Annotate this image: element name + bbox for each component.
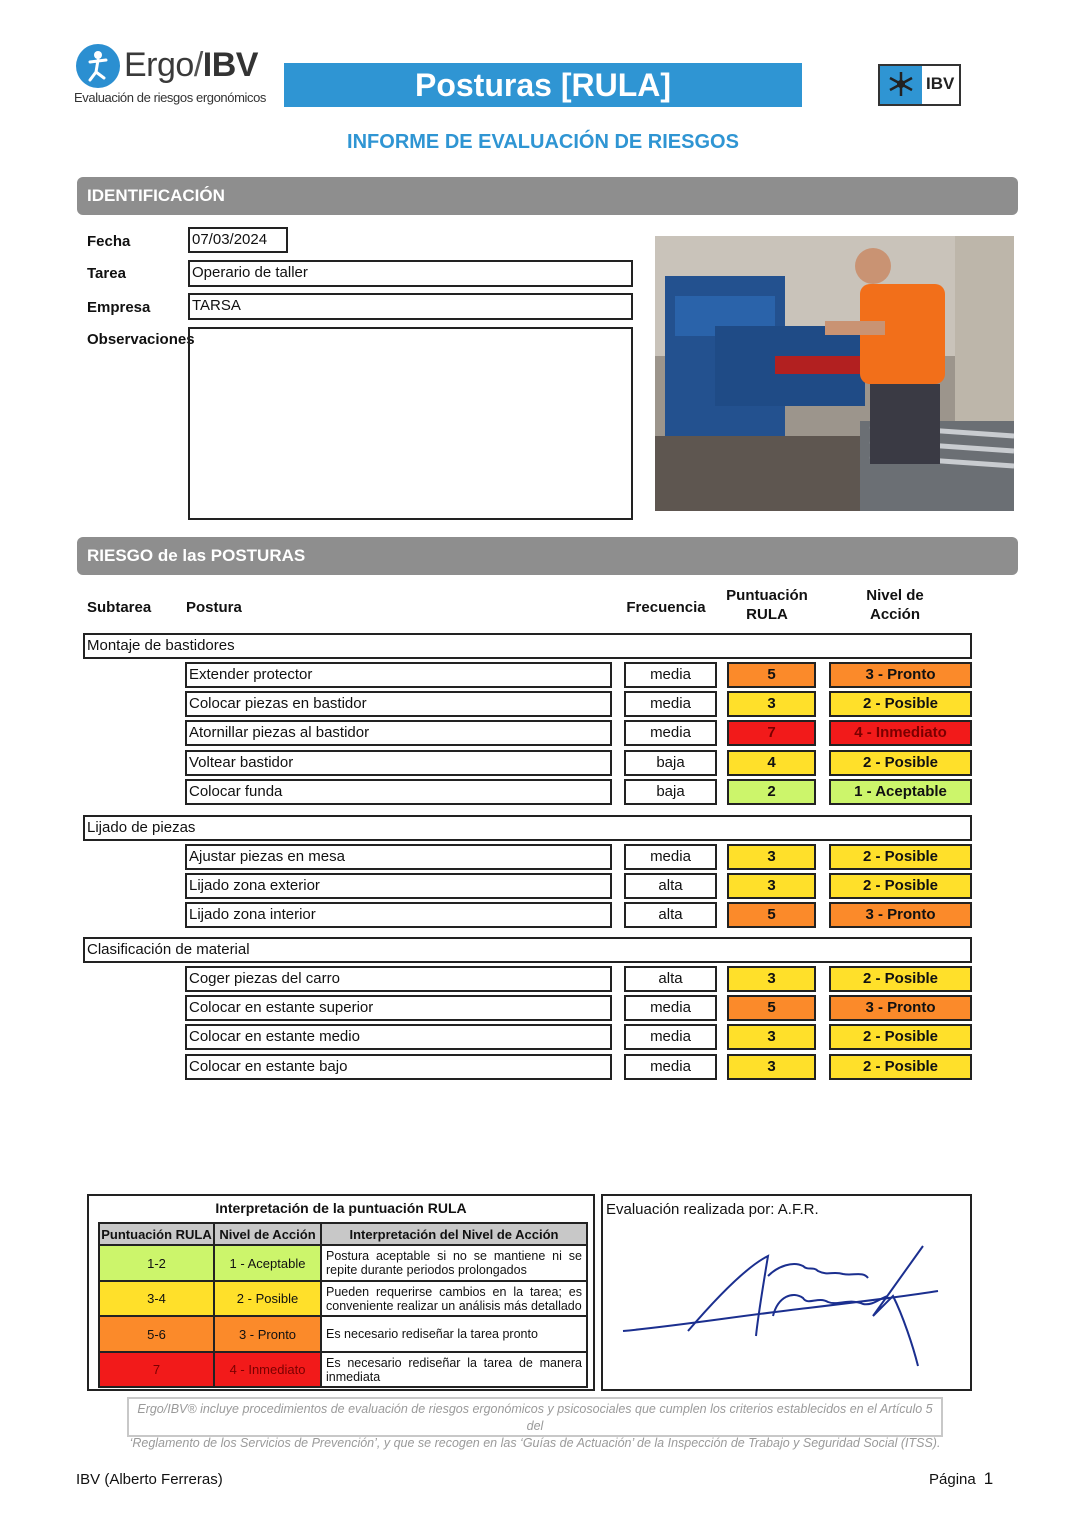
postura-cell: Colocar en estante medio: [185, 1024, 612, 1050]
evaluation-box: [601, 1194, 972, 1391]
empresa-field[interactable]: TARSA: [188, 293, 633, 320]
logo-brand-ibv: IBV: [202, 46, 258, 84]
subtarea-row: Montaje de bastidores: [83, 633, 972, 659]
col-puntuacion-line2: RULA: [746, 606, 788, 623]
postura-cell: Atornillar piezas al bastidor: [185, 720, 612, 746]
legend-texto: Pueden requerirse cambios en la tarea; es conveniente realizar un análisis más detallado: [321, 1281, 587, 1316]
puntuacion-cell: 5: [727, 995, 816, 1021]
subtarea-row: Lijado de piezas: [83, 815, 972, 841]
puntuacion-cell: 5: [727, 902, 816, 928]
section-riesgo: RIESGO de las POSTURAS: [77, 537, 1018, 575]
col-puntuacion: [717, 586, 817, 624]
frecuencia-cell: media: [624, 844, 717, 870]
nivel-cell: 4 - Inmediato: [829, 720, 972, 746]
legend-texto: Es necesario rediseñar la tarea de manera inmediata: [321, 1352, 587, 1387]
legend-texto: Postura aceptable si no se mantiene ni se repite durante periodos prolongados: [321, 1245, 587, 1281]
empresa-label: Empresa: [87, 299, 151, 316]
fecha-field[interactable]: 07/03/2024: [188, 227, 288, 253]
nivel-cell: 3 - Pronto: [829, 995, 972, 1021]
tarea-label: Tarea: [87, 265, 126, 282]
puntuacion-cell: 3: [727, 1024, 816, 1050]
frecuencia-cell: media: [624, 662, 717, 688]
workplace-photo: [655, 236, 1014, 511]
puntuacion-cell: 7: [727, 720, 816, 746]
legend-row: [99, 1281, 587, 1316]
legend-nivel: 3 - Pronto: [214, 1316, 321, 1352]
puntuacion-cell: 3: [727, 873, 816, 899]
frecuencia-cell: media: [624, 1054, 717, 1080]
legend-nivel: 2 - Posible: [214, 1281, 321, 1316]
postura-cell: Colocar piezas en bastidor: [185, 691, 612, 717]
ibv-logo: [878, 64, 961, 106]
nivel-cell: 3 - Pronto: [829, 662, 972, 688]
legend-row: [99, 1316, 587, 1352]
puntuacion-cell: 3: [727, 691, 816, 717]
nivel-cell: 2 - Posible: [829, 1024, 972, 1050]
fecha-label: Fecha: [87, 233, 131, 250]
postura-cell: Ajustar piezas en mesa: [185, 844, 612, 870]
ergo-ibv-logo: Ergo/IBV Evaluación de riesgos ergonómicos: [74, 46, 267, 105]
rula-legend: [87, 1194, 595, 1391]
legend-rango: 5-6: [99, 1316, 214, 1352]
nivel-cell: 2 - Posible: [829, 691, 972, 717]
legend-title: Interpretación de la puntuación RULA: [215, 1200, 467, 1216]
puntuacion-cell: 2: [727, 779, 816, 805]
logo-tagline: Evaluación de riesgos ergonómicos: [74, 90, 267, 105]
frecuencia-cell: media: [624, 691, 717, 717]
legend-rango: 3-4: [99, 1281, 214, 1316]
col-nivel-line1: Nivel de: [866, 587, 924, 604]
tarea-field[interactable]: Operario de taller: [188, 260, 633, 287]
signature: [618, 1236, 958, 1376]
legend-row: [99, 1352, 587, 1387]
postura-cell: Lijado zona interior: [185, 902, 612, 928]
frecuencia-cell: media: [624, 1024, 717, 1050]
puntuacion-cell: 3: [727, 966, 816, 992]
postura-cell: Colocar en estante bajo: [185, 1054, 612, 1080]
legend-table: [98, 1222, 588, 1388]
puntuacion-cell: 3: [727, 844, 816, 870]
postura-cell: Colocar en estante superior: [185, 995, 612, 1021]
puntuacion-cell: 3: [727, 1054, 816, 1080]
legal-footnote: [127, 1397, 943, 1450]
legend-col-interpretacion: Interpretación del Nivel de Acción: [321, 1223, 587, 1245]
legend-texto: Es necesario rediseñar la tarea pronto: [321, 1316, 587, 1352]
nivel-cell: 1 - Aceptable: [829, 779, 972, 805]
legend-row: [99, 1245, 587, 1281]
page-number: 1: [983, 1469, 994, 1488]
frecuencia-cell: alta: [624, 902, 717, 928]
legend-col-nivel: Nivel de Acción: [214, 1223, 321, 1245]
postura-cell: Colocar funda: [185, 779, 612, 805]
observaciones-label: Observaciones: [87, 331, 195, 348]
postura-cell: Extender protector: [185, 662, 612, 688]
col-nivel-line2: Acción: [869, 606, 920, 623]
frecuencia-cell: alta: [624, 873, 717, 899]
nivel-cell: 2 - Posible: [829, 844, 972, 870]
puntuacion-cell: 5: [727, 662, 816, 688]
footnote-line2: ‘Reglamento de los Servicios de Prevención’, y que se recogen en las ‘Guías de Actuación’ de la Inspección de Trabajo y Seguridad Social (ITSS).: [129, 1436, 941, 1450]
postura-cell: Lijado zona exterior: [185, 873, 612, 899]
col-subtarea: Subtarea: [87, 599, 152, 616]
subtarea-row: Clasificación de material: [83, 937, 972, 963]
ibv-logo-text: IBV: [926, 74, 955, 93]
nivel-cell: 2 - Posible: [829, 750, 972, 776]
observaciones-field[interactable]: [188, 327, 633, 520]
legend-rango: 7: [99, 1352, 214, 1387]
nivel-cell: 2 - Posible: [829, 1054, 972, 1080]
frecuencia-cell: baja: [624, 779, 717, 805]
col-nivel: [845, 586, 945, 624]
legend-rango: 1-2: [99, 1245, 214, 1281]
frecuencia-cell: alta: [624, 966, 717, 992]
nivel-cell: 2 - Posible: [829, 873, 972, 899]
section-identificacion: IDENTIFICACIÓN: [77, 177, 1018, 215]
nivel-cell: 2 - Posible: [829, 966, 972, 992]
footer-page: [929, 1469, 993, 1489]
footer-author: IBV (Alberto Ferreras): [76, 1471, 223, 1488]
postura-cell: Coger piezas del carro: [185, 966, 612, 992]
legend-col-puntuacion: Puntuación RULA: [99, 1223, 214, 1245]
col-frecuencia: Frecuencia: [626, 599, 706, 616]
ibv-symbol-icon: [880, 66, 922, 104]
legend-nivel: 1 - Aceptable: [214, 1245, 321, 1281]
postura-cell: Voltear bastidor: [185, 750, 612, 776]
frecuencia-cell: media: [624, 720, 717, 746]
evaluador-label: Evaluación realizada por: A.F.R.: [606, 1201, 819, 1218]
frecuencia-cell: baja: [624, 750, 717, 776]
legend-nivel: 4 - Inmediato: [214, 1352, 321, 1387]
col-postura: Postura: [186, 599, 242, 616]
nivel-cell: 3 - Pronto: [829, 902, 972, 928]
puntuacion-cell: 4: [727, 750, 816, 776]
report-subtitle: INFORME DE EVALUACIÓN DE RIESGOS: [347, 131, 739, 153]
footnote-line1: Ergo/IBV® incluye procedimientos de evaluación de riesgos ergonómicos y psicosociales que cumplen los criterios establecidos en el Artículo 5 del: [137, 1402, 933, 1433]
page-label: Página: [929, 1471, 976, 1488]
frecuencia-cell: media: [624, 995, 717, 1021]
col-puntuacion-line1: Puntuación: [726, 587, 808, 604]
person-icon: [76, 44, 120, 88]
page-title: Posturas [RULA]: [284, 63, 802, 107]
logo-brand-ergo: Ergo: [124, 46, 194, 84]
